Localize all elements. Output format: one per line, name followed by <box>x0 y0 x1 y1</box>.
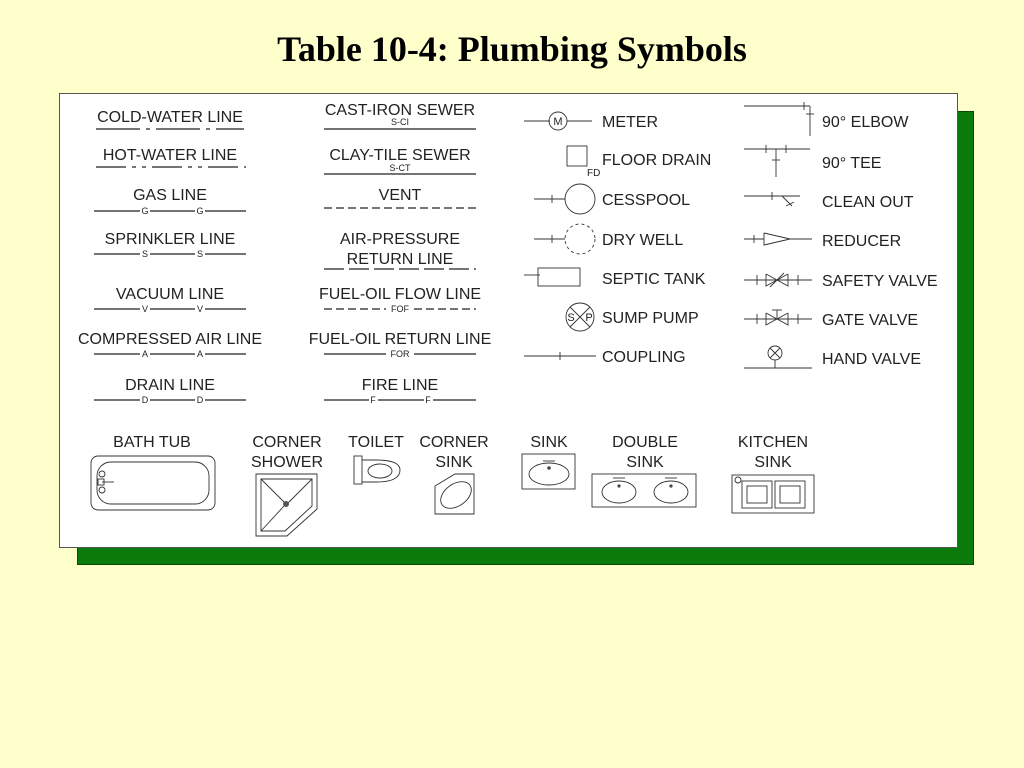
kitchen-sink-label-1: KITCHEN <box>737 434 809 451</box>
symbols-drawing <box>60 94 957 547</box>
toilet-fixture <box>348 434 404 484</box>
hand-valve-label: HAND VALVE <box>822 351 921 368</box>
gas-mark-1: G <box>141 206 149 216</box>
clean-out-symbol <box>744 192 914 211</box>
drain-mark-2: D <box>196 395 204 405</box>
floor-drain-mark: FD <box>587 168 601 179</box>
fuel-flow-mark: FOF <box>391 304 409 314</box>
gate-valve-label: GATE VALVE <box>822 312 919 329</box>
cesspool-label: CESSPOOL <box>602 192 691 209</box>
meter-label: METER <box>602 114 658 131</box>
bath-tub-fixture <box>91 434 215 510</box>
safety-valve-symbol <box>744 273 938 290</box>
fire-line-symbol <box>324 377 476 405</box>
coupling-label: COUPLING <box>602 349 686 366</box>
reducer-symbol <box>744 233 901 250</box>
septic-tank-label: SEPTIC TANK <box>602 271 706 288</box>
sink-label: SINK <box>530 434 568 451</box>
compressed-air-mark-1: A <box>141 349 149 359</box>
vacuum-mark-2: V <box>196 304 204 314</box>
sink-fixture <box>522 434 575 489</box>
drain-mark-1: D <box>141 395 149 405</box>
drain-line-symbol <box>94 377 246 405</box>
corner-sink-label-2: SINK <box>435 454 473 471</box>
air-pressure-return-line-symbol <box>324 231 476 269</box>
air-pressure-label-1: AIR-PRESSURE <box>339 231 461 248</box>
double-sink-label-2: SINK <box>626 454 664 471</box>
clean-out-label: CLEAN OUT <box>822 194 914 211</box>
floor-drain-label: FLOOR DRAIN <box>602 152 712 169</box>
elbow-symbol <box>744 102 909 136</box>
slide-title: Table 10-4: Plumbing Symbols <box>277 29 747 69</box>
sump-pump-symbol <box>566 303 699 331</box>
septic-tank-symbol <box>524 268 706 288</box>
sump-pump-label: SUMP PUMP <box>602 310 699 327</box>
gas-line-symbol <box>94 187 246 216</box>
kitchen-sink-fixture <box>732 434 814 513</box>
sump-s-mark: S <box>567 312 575 324</box>
corner-shower-label-1: CORNER <box>252 434 322 451</box>
fire-label: FIRE LINE <box>361 377 439 394</box>
gas-mark-2: G <box>196 206 204 216</box>
sprinkler-mark-2: S <box>196 249 204 259</box>
sump-p-mark: P <box>585 312 593 324</box>
dry-well-symbol <box>534 224 683 254</box>
clay-tile-mark: S-CT <box>389 163 411 173</box>
corner-shower-label-2: SHOWER <box>251 454 323 471</box>
corner-sink-fixture <box>419 434 488 514</box>
corner-sink-label-1: CORNER <box>419 434 489 451</box>
tee-label: 90° TEE <box>822 155 882 172</box>
bath-tub-label: BATH TUB <box>113 434 191 451</box>
fuel-oil-return-line-symbol <box>309 331 492 359</box>
kitchen-sink-label-2: SINK <box>754 454 792 471</box>
elbow-label: 90° ELBOW <box>822 114 909 131</box>
fuel-return-mark: FOR <box>390 349 410 359</box>
corner-shower-fixture <box>251 434 323 536</box>
symbols-panel <box>59 93 958 548</box>
fuel-oil-flow-line-symbol <box>319 286 481 314</box>
vent-label: VENT <box>378 187 422 204</box>
vacuum-label: VACUUM LINE <box>115 286 225 303</box>
sprinkler-line-symbol <box>94 231 246 259</box>
compressed-air-label: COMPRESSED AIR LINE <box>77 331 263 348</box>
compressed-air-mark-2: A <box>196 349 204 359</box>
reducer-label: REDUCER <box>822 233 902 250</box>
fuel-return-label: FUEL-OIL RETURN LINE <box>308 331 492 348</box>
gate-valve-symbol <box>744 310 918 329</box>
dry-well-label: DRY WELL <box>602 232 684 249</box>
gas-label: GAS LINE <box>133 187 207 204</box>
hot-water-label: HOT-WATER LINE <box>102 147 238 164</box>
vent-symbol <box>324 187 476 208</box>
cast-iron-mark: S-CI <box>391 117 409 127</box>
hand-valve-symbol <box>744 346 921 368</box>
hot-water-line-symbol <box>96 147 246 167</box>
fire-mark-2: F <box>425 395 431 405</box>
toilet-label: TOILET <box>348 434 404 451</box>
meter-symbol <box>524 112 658 131</box>
drain-label: DRAIN LINE <box>125 377 215 394</box>
cast-iron-label: CAST-IRON SEWER <box>324 102 476 119</box>
meter-mark: M <box>553 116 563 128</box>
double-sink-label-1: DOUBLE <box>612 434 678 451</box>
cold-water-label: COLD-WATER LINE <box>97 109 243 126</box>
double-sink-fixture <box>592 434 696 507</box>
cesspool-symbol <box>534 184 690 214</box>
tee-symbol <box>744 145 881 177</box>
coupling-symbol <box>524 349 686 366</box>
air-pressure-label-2: RETURN LINE <box>346 251 454 268</box>
floor-drain-symbol <box>567 146 711 179</box>
sprinkler-mark-1: S <box>141 249 149 259</box>
compressed-air-line-symbol <box>78 331 262 359</box>
sprinkler-label: SPRINKLER LINE <box>104 231 236 248</box>
clay-tile-label: CLAY-TILE SEWER <box>329 147 471 164</box>
safety-valve-label: SAFETY VALVE <box>822 273 938 290</box>
cast-iron-sewer-symbol <box>324 102 476 129</box>
fuel-flow-label: FUEL-OIL FLOW LINE <box>318 286 482 303</box>
clay-tile-sewer-symbol <box>324 147 476 174</box>
fire-mark-1: F <box>370 395 376 405</box>
vacuum-line-symbol <box>94 286 246 314</box>
vacuum-mark-1: V <box>141 304 149 314</box>
cold-water-line-symbol <box>96 109 244 129</box>
